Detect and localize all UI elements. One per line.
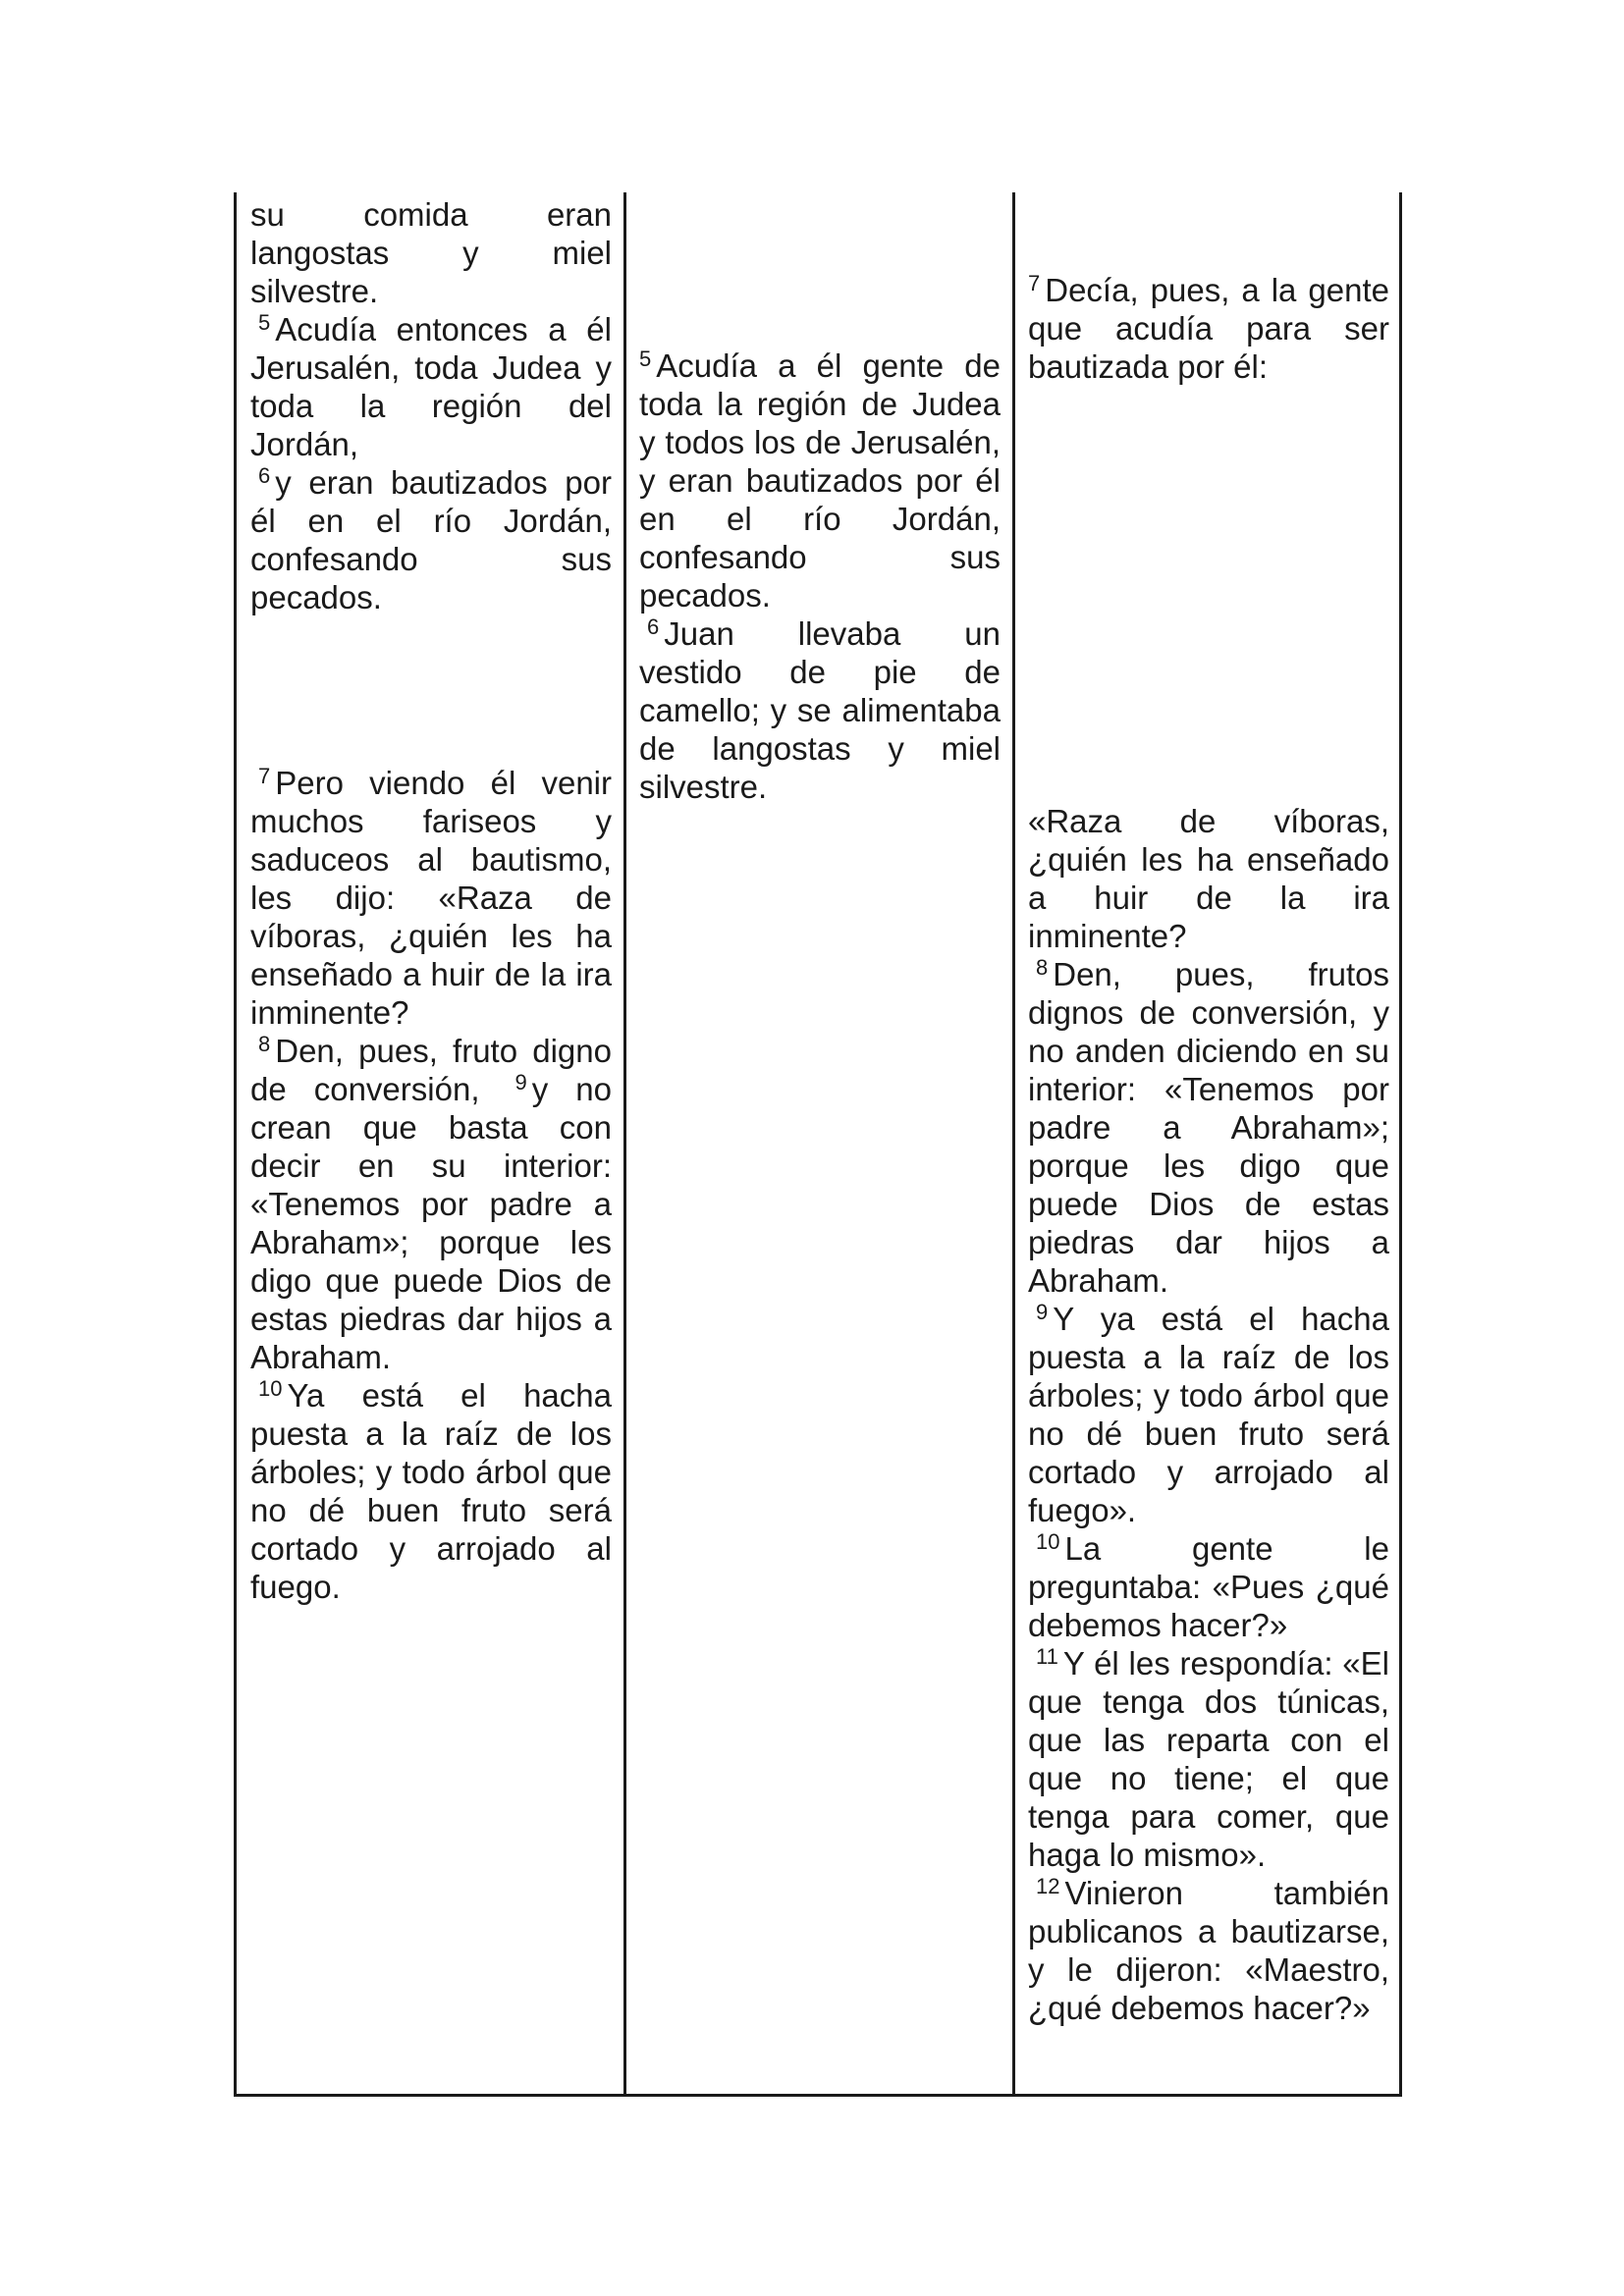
verse xyxy=(250,463,612,616)
verse-number: 12 xyxy=(1036,1874,1060,1898)
verse-text: Ya está el hacha puesta a la raíz de los árboles; y todo árbol que no dé buen fruto será cortado y arrojado al fuego. xyxy=(250,1377,612,1605)
verse xyxy=(1028,1529,1389,1644)
verse-text: y eran bautizados por él en el río Jordán, confesando sus pecados. xyxy=(250,464,612,615)
verse xyxy=(1028,1874,1389,2027)
column-2-block-1 xyxy=(639,347,1001,806)
verse xyxy=(250,310,612,463)
verse xyxy=(1028,1644,1389,1874)
table-border-left xyxy=(234,192,237,2097)
verse-number: 9 xyxy=(514,1070,527,1095)
column-3 xyxy=(1028,192,1389,2087)
verse-text: Pero viendo él venir muchos fariseos y saduceos al bautismo, les dijo: «Raza de víboras, ¿quién les ha enseñado a huir de la ira inminente? xyxy=(250,765,612,1031)
verse-number: 11 xyxy=(1036,1644,1058,1669)
verse xyxy=(250,1032,612,1376)
verse-text: «Raza de víboras, ¿quién les ha enseñado a huir de la ira inminente? xyxy=(1028,803,1389,954)
column-1-block-1 xyxy=(250,195,612,616)
verse-text: La gente le preguntaba: «Pues ¿qué debemos hacer?» xyxy=(1028,1530,1389,1643)
table-border-right xyxy=(1399,192,1402,2097)
verse xyxy=(639,614,1001,806)
verse-number: 5 xyxy=(639,347,652,371)
verse xyxy=(1028,802,1389,955)
column-2 xyxy=(639,192,1001,2087)
verse-text: Vinieron también publicanos a bautizarse, y le dijeron: «Maestro, ¿qué debemos hacer?» xyxy=(1028,1875,1389,2026)
verse xyxy=(1028,271,1389,386)
verse xyxy=(1028,955,1389,1300)
verse-text: Y ya está el hacha puesta a la raíz de los árboles; y todo árbol que no dé buen fruto será cortado y arrojado al fuego». xyxy=(1028,1301,1389,1528)
column-divider-2 xyxy=(1012,192,1015,2097)
verse-number: 8 xyxy=(1036,955,1049,980)
verse-number: 7 xyxy=(1028,271,1041,295)
synoptic-table xyxy=(234,192,1402,2097)
verse-number: 10 xyxy=(1036,1529,1060,1554)
verse-number: 8 xyxy=(258,1032,271,1056)
verse-number: 9 xyxy=(1036,1300,1049,1324)
verse xyxy=(250,1376,612,1606)
verse-text: su comida eran langostas y miel silvestre. xyxy=(250,196,612,309)
verse-number: 6 xyxy=(647,614,660,639)
verse-number: 7 xyxy=(258,764,271,788)
column-1 xyxy=(250,192,612,2087)
column-3-block-2 xyxy=(1028,802,1389,2027)
verse-text: Decía, pues, a la gente que acudía para ser bautizada por él: xyxy=(1028,272,1389,385)
verse-text: Y él les respondía: «El que tenga dos túnicas, que las reparta con el que no tiene; el que tenga para comer, que haga lo mismo». xyxy=(1028,1645,1389,1873)
verse-number: 6 xyxy=(258,463,271,488)
verse xyxy=(639,347,1001,614)
verse-text: Den, pues, fruto digno de conversión, xyxy=(250,1033,612,1107)
verse xyxy=(1028,1300,1389,1529)
verse-text: Acudía entonces a él Jerusalén, toda Judea y toda la región del Jordán, xyxy=(250,311,612,462)
verse-text: Den, pues, frutos dignos de conversión, y no anden diciendo en su interior: «Tenemos por padre a Abraham»; porque les digo que puede Dios de estas piedras dar hijos a Abraham. xyxy=(1028,956,1389,1299)
verse-text: y no crean que basta con decir en su interior: «Tenemos por padre a Abraham»; porque les digo que puede Dios de estas piedras dar hijos a Abraham. xyxy=(250,1071,612,1375)
verse xyxy=(250,195,612,310)
column-divider-1 xyxy=(623,192,626,2097)
verse-number: 5 xyxy=(258,310,271,335)
verse-text: Juan llevaba un vestido de pie de camello; y se alimentaba de langostas y miel silvestre. xyxy=(639,615,1001,805)
column-3-block-1 xyxy=(1028,271,1389,386)
verse xyxy=(250,764,612,1032)
verse-number: 10 xyxy=(258,1376,283,1401)
table-border-bottom xyxy=(234,2094,1402,2097)
column-1-block-2 xyxy=(250,764,612,1606)
verse-text: Acudía a él gente de toda la región de Judea y todos los de Jerusalén, y eran bautizados por él en el río Jordán, confesando sus pecados. xyxy=(639,347,1001,614)
